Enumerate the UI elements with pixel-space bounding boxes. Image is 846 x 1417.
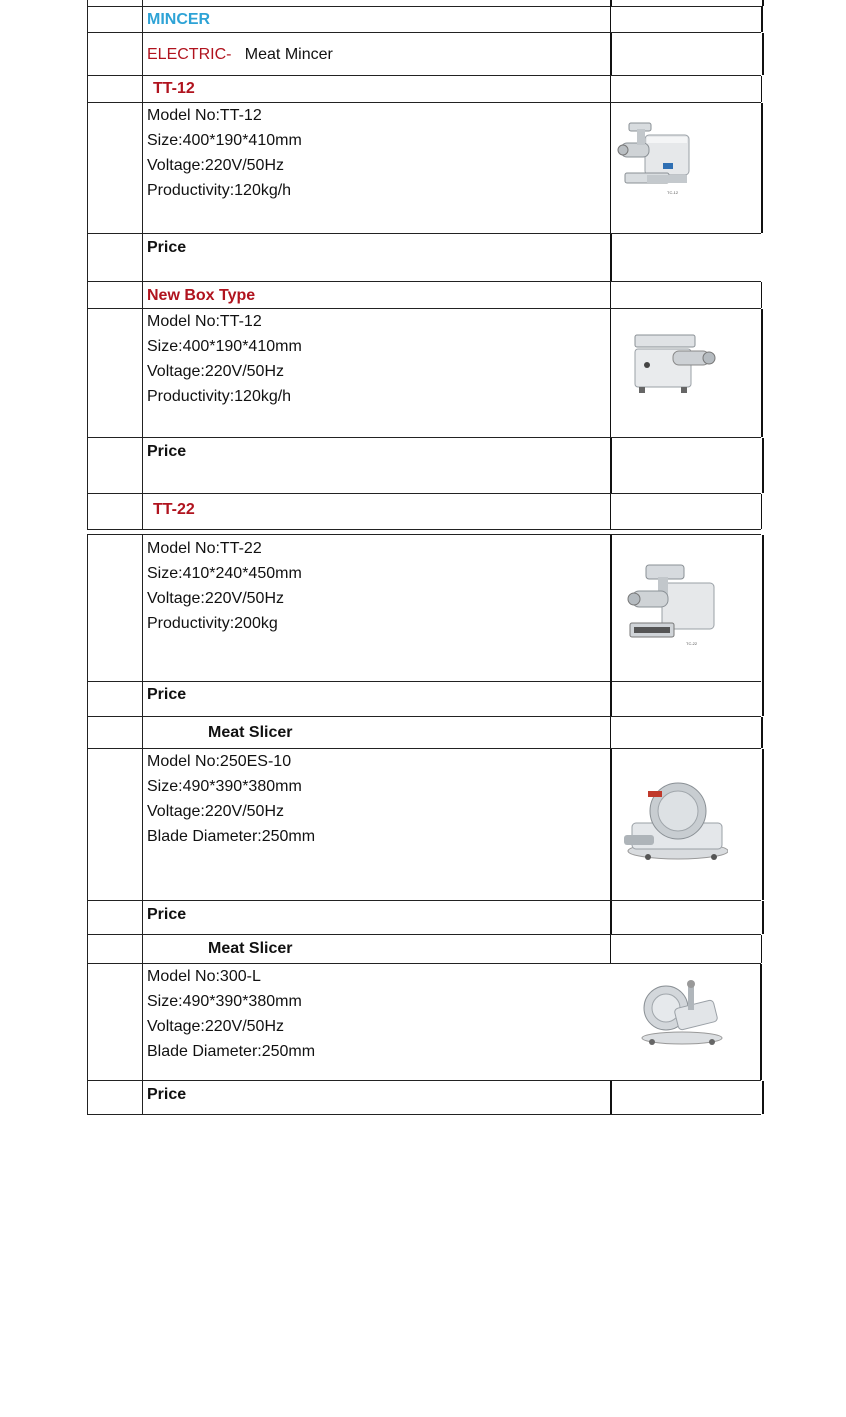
type-row xyxy=(87,33,761,76)
product-heading: TT-22 xyxy=(153,501,195,518)
spec-productivity: Productivity:200kg xyxy=(147,615,278,632)
spec-list xyxy=(147,309,302,409)
meat-slicer-icon xyxy=(618,777,728,863)
product-heading: TT-12 xyxy=(153,80,195,97)
spec-voltage: Voltage:220V/50Hz xyxy=(147,363,284,380)
spec-model: Model No:TT-12 xyxy=(147,107,262,124)
spec-voltage: Voltage:220V/50Hz xyxy=(147,1018,284,1035)
image-caption: TC-22 xyxy=(686,641,698,646)
product-heading-row xyxy=(87,935,761,964)
spec-productivity: Productivity:120kg/h xyxy=(147,388,292,405)
price-row xyxy=(87,901,761,935)
spec-size: Size:490*390*380mm xyxy=(147,778,302,795)
price-label: Price xyxy=(147,443,187,460)
spec-voltage: Voltage:220V/50Hz xyxy=(147,803,284,820)
type-label xyxy=(147,42,333,67)
category-row xyxy=(87,6,761,33)
type-name: Meat Mincer xyxy=(244,46,333,63)
meat-mincer-tt22-icon xyxy=(626,561,722,649)
spec-size: Size:400*190*410mm xyxy=(147,338,302,355)
spec-list xyxy=(147,749,315,849)
price-label: Price xyxy=(147,239,187,256)
product-spec-row xyxy=(87,103,761,234)
spec-list xyxy=(147,964,315,1064)
spec-blade: Blade Diameter:250mm xyxy=(147,1043,316,1060)
spec-model: Model No:TT-12 xyxy=(147,313,262,330)
spec-model: Model No:TT-22 xyxy=(147,540,262,557)
product-heading: New Box Type xyxy=(147,287,256,304)
price-label: Price xyxy=(147,686,187,703)
price-label: Price xyxy=(147,906,187,923)
spec-size: Size:410*240*450mm xyxy=(147,565,302,582)
price-row xyxy=(87,234,761,282)
product-spec-row xyxy=(87,749,761,901)
box-meat-mincer-icon xyxy=(629,331,719,395)
gravity-slicer-icon xyxy=(632,978,732,1048)
product-spec-row xyxy=(87,964,761,1081)
product-heading-row xyxy=(87,494,761,530)
product-spec-row xyxy=(87,309,761,438)
product-heading: Meat Slicer xyxy=(208,940,293,957)
spec-blade: Blade Diameter:250mm xyxy=(147,828,316,845)
product-heading-row xyxy=(87,282,761,309)
category-title: MINCER xyxy=(147,11,211,28)
spec-model: Model No:300-L xyxy=(147,968,261,985)
type-prefix: ELECTRIC- xyxy=(147,46,232,63)
product-heading-row xyxy=(87,717,761,749)
spec-voltage: Voltage:220V/50Hz xyxy=(147,590,284,607)
spec-list xyxy=(147,536,302,636)
spec-voltage: Voltage:220V/50Hz xyxy=(147,157,284,174)
product-spec-row xyxy=(87,534,761,682)
product-heading-row xyxy=(87,76,761,103)
spec-model: Model No:250ES-10 xyxy=(147,753,292,770)
price-label: Price xyxy=(147,1086,187,1103)
spec-list xyxy=(147,103,302,203)
price-row xyxy=(87,1081,761,1115)
price-row xyxy=(87,681,761,717)
spec-productivity: Productivity:120kg/h xyxy=(147,182,292,199)
product-heading: Meat Slicer xyxy=(208,724,293,741)
image-caption: TC-12 xyxy=(667,190,679,195)
price-row xyxy=(87,438,761,494)
spec-size: Size:400*190*410mm xyxy=(147,132,302,149)
spec-size: Size:490*390*380mm xyxy=(147,993,302,1010)
meat-mincer-tt12-icon xyxy=(617,117,697,197)
